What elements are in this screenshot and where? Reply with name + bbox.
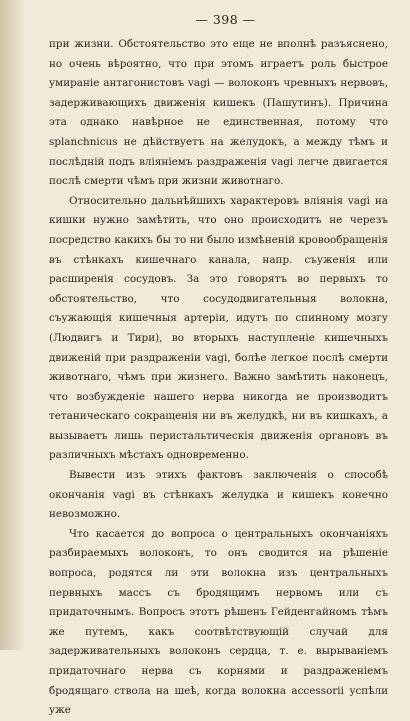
page-number: — 398 — (195, 12, 256, 27)
paragraph-2: Относительно дальнѣйшихъ характеровъ вліянія vagi на кишки нужно замѣтить, что оно происходитъ не черезъ посредство какихъ бы то ни было измѣненій кровообращенія въ стѣнкахъ кишечнаго канала, напр. съуженія или расширенія сосудовъ. За это говорятъ во первыхъ то обстоятельство, что сосудодвигательныя волокна, съужающія кишечныя артеріи, идутъ по спинному мозгу (Людвигъ и Тири), во вторыхъ наступленіе кишечныхъ движеній при раздраженіи vagi, болѣе легкое послѣ смерти животнаго, чѣмъ при жизнего. Важно замѣтить наконецъ, что возбужденіе нашего нерва никогда не производитъ тетаническаго сокращенія ни въ желудкѣ, ни въ кишкахъ, а вызываетъ лишь перистальтическія движенія органовъ въ различныхъ мѣстахъ одновременно. (49, 194, 388, 462)
paragraph-3: Вывести изъ этихъ фактовъ заключенія о способѣ окончанія vagi въ стѣнкахъ желудка и кишекъ конечно невозможно. (49, 469, 388, 521)
paragraph-1: при жизни. Обстоятельство это еще не вполнѣ разъяснено, но очень вѣроятно, что при этомъ играетъ роль быстрое умираніе антагонистовъ vagi — волоконъ чревныхъ нервовъ, задерживающихъ движенія кишекъ (Пашутинъ). Причина эта однако навѣрное не единственная, потому что splanchnicus не дѣйствуетъ на желудокъ, а между тѣмъ и послѣдній подъ вліяніемъ раздраженія vagi легче двигается послѣ смерти чѣмъ при жизни животнаго. (49, 38, 388, 188)
paragraph-4: Что касается до вопроса о центральныхъ окончаніяхъ разбираемыхъ волоконъ, то онъ сводится на рѣшеніе вопроса, родятся ли эти волокна изъ центральныхъ первныхъ массъ съ бродящимъ нервомъ или съ придаточнымъ. Вопросъ этотъ рѣшенъ Гейденгайномъ тѣмъ же путемъ, какъ соотвѣтствующій случай для задерживательныхъ волоконъ сердца, т. е. вырываніемъ придаточнаго нерва съ корнями и раздраженіемъ бродящаго ствола на шеѣ, когда волокна accessorii успѣли уже (49, 527, 388, 717)
